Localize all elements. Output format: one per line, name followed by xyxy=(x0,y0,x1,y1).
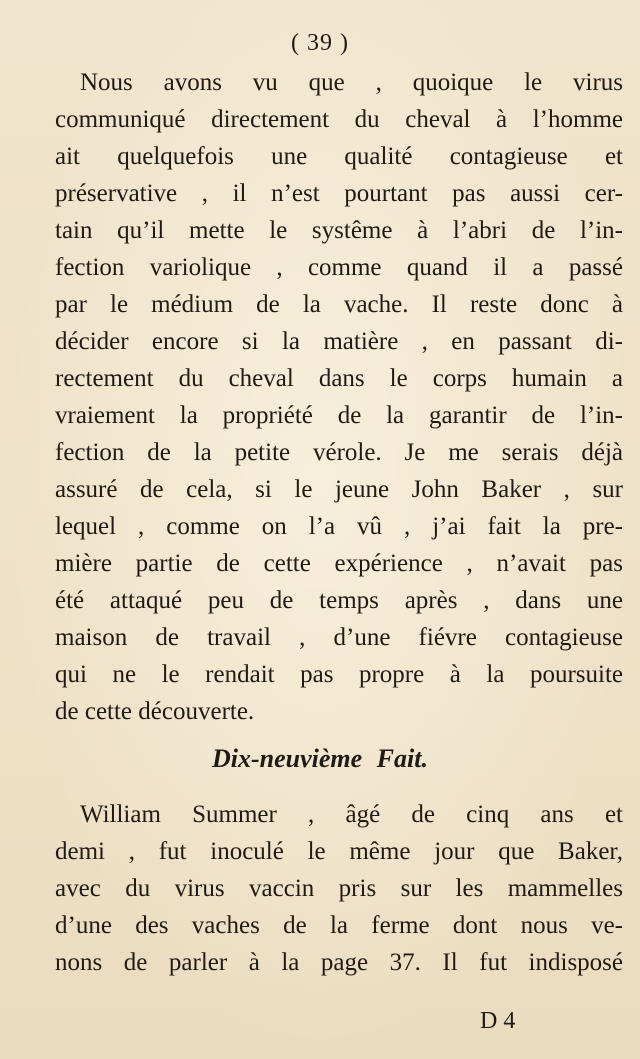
text-line: décider encore si la matière , en passant di- xyxy=(55,328,623,355)
text-line: tain qu’il mette le systême à l’abri de l’in- xyxy=(55,217,623,244)
text-line: rectement du cheval dans le corps humain a xyxy=(55,365,623,392)
text-line: vraiement la propriété de la garantir de l’in- xyxy=(55,402,623,429)
text-line: été attaqué peu de temps après , dans une xyxy=(55,587,623,614)
text-line: Nous avons vu que , quoique le virus xyxy=(80,69,623,96)
text-line: d’une des vaches de la ferme dont nous ve- xyxy=(55,912,623,939)
text-line: préservative , il n’est pourtant pas aussi cer- xyxy=(55,180,623,207)
text-line: fection variolique , comme quand il a passé xyxy=(55,254,623,281)
text-line: ait quelquefois une qualité contagieuse et xyxy=(55,143,623,170)
text-line: fection de la petite vérole. Je me serais déjà xyxy=(55,439,623,466)
section-heading: Dix-neuvième Fait. xyxy=(212,744,428,773)
text-line: mière partie de cette expérience , n’avait pas xyxy=(55,550,623,577)
text-line: nons de parler à la page 37. Il fut indisposé xyxy=(55,949,623,976)
text-line: par le médium de la vache. Il reste donc à xyxy=(55,291,623,318)
signature-mark: D 4 xyxy=(480,1008,516,1034)
text-line: demi , fut inoculé le même jour que Baker, xyxy=(55,838,623,865)
text-line: maison de travail , d’une fiévre contagieuse xyxy=(55,624,623,651)
text-line: assuré de cela, si le jeune John Baker , sur xyxy=(55,476,623,503)
page-number: ( 39 ) xyxy=(291,30,349,56)
text-line: qui ne le rendait pas propre à la poursuite xyxy=(55,661,623,688)
text-line: de cette découverte. xyxy=(55,698,255,725)
text-line: William Summer , âgé de cinq ans et xyxy=(80,801,623,828)
text-line: lequel , comme on l’a vû , j’ai fait la pre- xyxy=(55,513,623,540)
text-line: avec du virus vaccin pris sur les mammelles xyxy=(55,875,623,902)
text-line: communiqué directement du cheval à l’homme xyxy=(55,106,623,133)
